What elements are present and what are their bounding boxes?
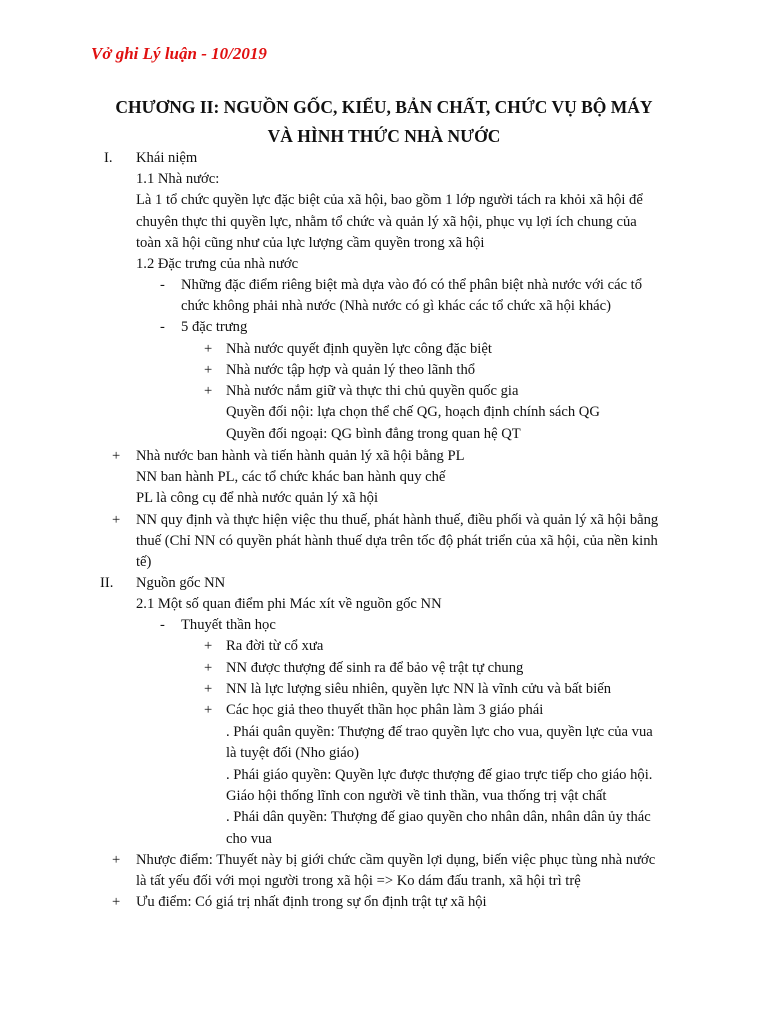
plus-marker: + xyxy=(204,638,213,654)
section-heading: Khái niệm xyxy=(136,150,198,166)
text-line: Thuyết thần học xyxy=(181,617,276,633)
text-line: NN quy định và thực hiện việc thu thuế, phát hành thuế, điều phối và quản lý xã hội bằng xyxy=(136,512,659,528)
plus-marker: + xyxy=(204,341,213,357)
text-line: Những đặc điểm riêng biệt mà dựa vào đó có thể phân biệt nhà nước với các tổ xyxy=(181,277,643,293)
subsection-heading: 2.1 Một số quan điểm phi Mác xít về nguồn gốc NN xyxy=(136,596,442,612)
text-line: NN là lực lượng siêu nhiên, quyền lực NN là vĩnh cửu và bất biến xyxy=(226,681,612,697)
roman-marker: I. xyxy=(104,150,113,166)
plus-marker: + xyxy=(112,512,121,528)
text-line: chuyên thực thi quyền lực, nhằm tổ chức và quản lý xã hội, phục vụ lợi ích chung của xyxy=(136,214,637,230)
text-line: Ra đời từ cổ xưa xyxy=(226,638,324,654)
plus-marker: + xyxy=(112,852,121,868)
section-heading: Nguồn gốc NN xyxy=(136,575,226,591)
text-line: Quyền đối nội: lựa chọn thể chế QG, hoạch định chính sách QG xyxy=(226,404,600,420)
plus-marker: + xyxy=(204,660,213,676)
text-line: NN ban hành PL, các tổ chức khác ban hành quy chế xyxy=(136,469,446,485)
text-line: toàn xã hội cũng như của lực lượng cầm quyền trong xã hội xyxy=(136,235,485,251)
plus-marker: + xyxy=(112,894,121,910)
subsection-heading: 1.2 Đặc trưng của nhà nước xyxy=(136,256,299,272)
text-line: Nhà nước quyết định quyền lực công đặc biệt xyxy=(226,341,492,357)
text-line: NN được thượng đế sinh ra để bảo vệ trật tự chung xyxy=(226,660,524,676)
document-header: Vở ghi Lý luận - 10/2019 xyxy=(91,44,267,63)
text-line: Nhà nước nắm giữ và thực thi chủ quyền quốc gia xyxy=(226,383,519,399)
text-line: PL là công cụ để nhà nước quản lý xã hội xyxy=(136,490,379,506)
text-line: cho vua xyxy=(226,831,272,847)
text-line: là tuyệt đối (Nho giáo) xyxy=(226,745,359,761)
text-line: Các học giả theo thuyết thần học phân làm 3 giáo phái xyxy=(226,702,544,718)
text-line: . Phái quân quyền: Thượng đế trao quyền lực cho vua, quyền lực của vua xyxy=(226,724,653,740)
plus-marker: + xyxy=(112,448,121,464)
text-line: là tất yếu đối với mọi người trong xã hội => Ko dám đấu tranh, xã hội trì trệ xyxy=(136,873,581,889)
text-line: tế) xyxy=(136,554,152,570)
dash-marker: - xyxy=(160,277,165,293)
subsection-heading: 1.1 Nhà nước: xyxy=(136,171,220,187)
text-line: chức không phải nhà nước (Nhà nước có gì khác các tổ chức xã hội khác) xyxy=(181,298,611,314)
text-line: Giáo hội thống lĩnh con người về tinh thần, vua thống trị vật chất xyxy=(226,788,607,804)
chapter-title-line-1: CHƯƠNG II: NGUỒN GỐC, KIỂU, BẢN CHẤT, CHỨC VỤ BỘ MÁY xyxy=(115,97,653,117)
text-line: Nhà nước ban hành và tiến hành quản lý xã hội bằng PL xyxy=(136,448,465,464)
text-line: Ưu điểm: Có giá trị nhất định trong sự ổn định trật tự xã hội xyxy=(136,894,487,910)
text-line: thuế (Chỉ NN có quyền phát hành thuế dựa trên tốc độ phát triển của xã hội, của nền kinh xyxy=(136,533,658,549)
dash-marker: - xyxy=(160,319,165,335)
text-line: . Phái dân quyền: Thượng đế giao quyền cho nhân dân, nhân dân ủy thác xyxy=(226,809,651,825)
text-line: Nhà nước tập hợp và quản lý theo lãnh thổ xyxy=(226,362,476,378)
plus-marker: + xyxy=(204,702,213,718)
chapter-title-line-2: VÀ HÌNH THỨC NHÀ NƯỚC xyxy=(267,126,501,146)
text-line: . Phái giáo quyền: Quyền lực được thượng đế giao trực tiếp cho giáo hội. xyxy=(226,767,653,783)
plus-marker: + xyxy=(204,681,213,697)
text-line: Quyền đối ngoại: QG bình đẳng trong quan hệ QT xyxy=(226,426,521,442)
text-line: Nhược điểm: Thuyết này bị giới chức cầm quyền lợi dụng, biến việc phục tùng nhà nước xyxy=(136,852,656,868)
text-line: Là 1 tổ chức quyền lực đặc biệt của xã hội, bao gồm 1 lớp người tách ra khỏi xã hội để xyxy=(136,192,643,208)
plus-marker: + xyxy=(204,362,213,378)
dash-marker: - xyxy=(160,617,165,633)
plus-marker: + xyxy=(204,383,213,399)
roman-marker: II. xyxy=(100,575,114,591)
chapter-title xyxy=(0,93,768,151)
text-line: 5 đặc trưng xyxy=(181,319,248,335)
